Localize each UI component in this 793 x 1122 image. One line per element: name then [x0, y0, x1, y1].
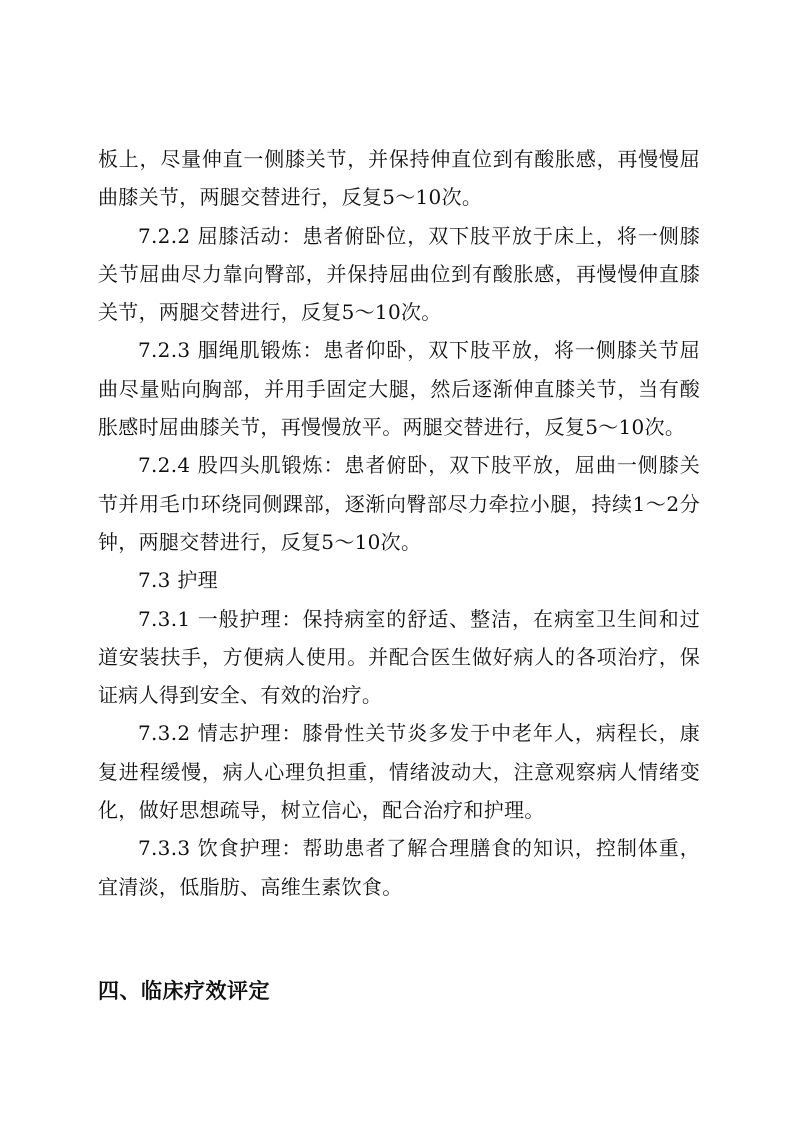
paragraph-7-3-3: 7.3.3 饮食护理：帮助患者了解合理膳食的知识，控制体重，宜清淡，低脂肪、高维生素饮食。: [98, 836, 700, 899]
paragraph-7-2-4: 7.2.4 股四头肌锻炼：患者俯卧，双下肢平放，屈曲一侧膝关节并用毛巾环绕同侧踝部，逐渐向臀部尽力牵拉小腿，持续1～2分钟，两腿交替进行，反复5～10次。: [98, 453, 700, 554]
paragraph-7-2-3: 7.2.3 腘绳肌锻炼：患者仰卧，双下肢平放，将一侧膝关节屈曲尽量贴向胸部，并用手固定大腿，然后逐渐伸直膝关节，当有酸胀感时屈曲膝关节，再慢慢放平。两腿交替进行，反复5～10次。: [98, 338, 700, 440]
paragraph-7-2-2: 7.2.2 屈膝活动：患者俯卧位，双下肢平放于床上，将一侧膝关节屈曲尽力靠向臀部，并保持屈曲位到有酸胀感，再慢慢伸直膝关节，两腿交替进行，反复5～10次。: [98, 223, 700, 325]
paragraph-continuation: 板上，尽量伸直一侧膝关节，并保持伸直位到有酸胀感，再慢慢屈曲膝关节，两腿交替进行，反复5～10次。: [98, 147, 700, 210]
subheading-7-3: 7.3 护理: [138, 568, 218, 593]
section-heading: 四、临床疗效评定: [98, 979, 270, 1003]
paragraph-7-3-1: 7.3.1 一般护理：保持病室的舒适、整洁，在病室卫生间和过道安装扶手，方便病人使用。并配合医生做好病人的各项治疗，保证病人得到安全、有效的治疗。: [98, 606, 700, 708]
paragraph-7-3-2: 7.3.2 情志护理：膝骨性关节炎多发于中老年人，病程长，康复进程缓慢，病人心理负担重，情绪波动大，注意观察病人情绪变化，做好思想疏导，树立信心，配合治疗和护理。: [98, 721, 700, 823]
body-text: [98, 140, 700, 906]
